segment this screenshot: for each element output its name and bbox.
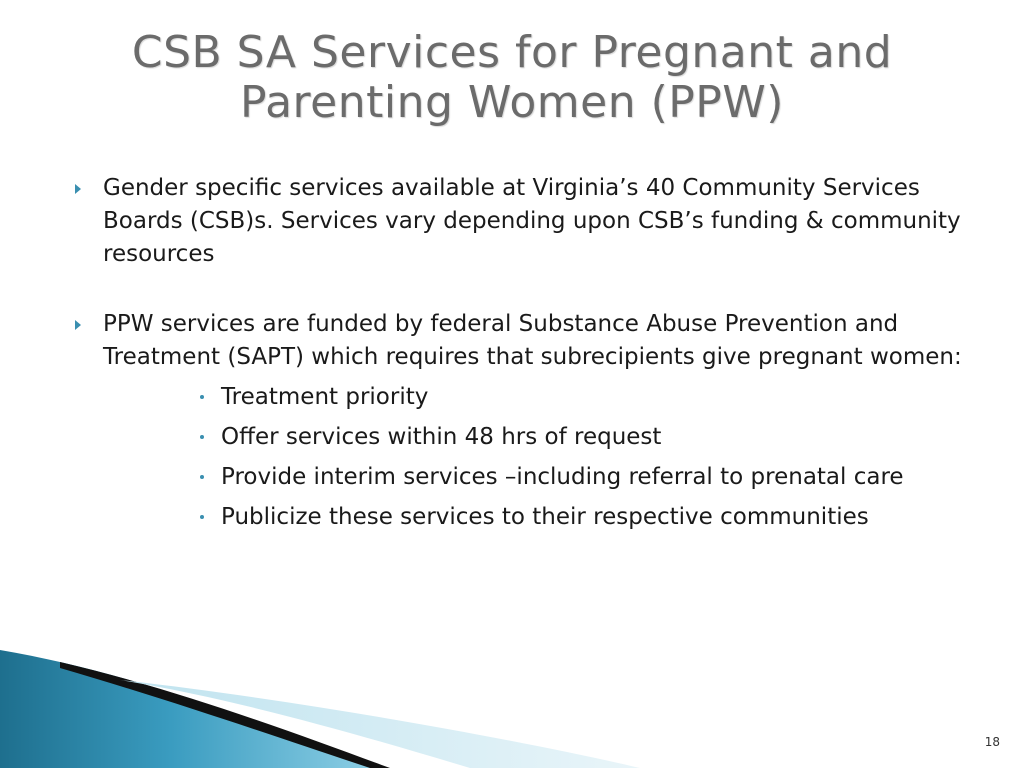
sub-bullet-item (103, 500, 972, 534)
sub-bullet-text: Treatment priority (221, 384, 429, 410)
dot-bullet-icon (200, 475, 204, 479)
title-line-1: CSB SA Services for Pregnant and (131, 27, 893, 78)
title-line-2: Parenting Women (PPW) (240, 77, 784, 128)
sub-bullet-text: Publicize these services to their respective communities (221, 504, 869, 530)
sub-bullet-item (103, 420, 972, 454)
sub-bullet-item (103, 380, 972, 414)
sub-bullet-item (103, 460, 972, 494)
sub-bullet-text: Offer services within 48 hrs of request (221, 424, 662, 450)
bullet-item (72, 308, 972, 534)
dot-bullet-icon (200, 515, 204, 519)
arrow-bullet-icon (75, 184, 81, 194)
dot-bullet-icon (200, 435, 204, 439)
arrow-bullet-icon (75, 320, 81, 330)
bullet-item (72, 172, 972, 271)
page-number: 18 (984, 735, 1000, 749)
slide-title (40, 28, 984, 128)
slide-content (72, 172, 972, 540)
bullet-text: PPW services are funded by federal Substance Abuse Prevention and Treatment (SAPT) which requires that subrecipients give pregnant women: (103, 311, 962, 370)
dot-bullet-icon (200, 395, 204, 399)
sub-bullet-list (103, 380, 972, 534)
sub-bullet-text: Provide interim services –including referral to prenatal care (221, 464, 904, 490)
bullet-text: Gender specific services available at Virginia’s 40 Community Services Boards (CSB)s. Services vary depending upon CSB’s funding & community resources (103, 175, 961, 267)
